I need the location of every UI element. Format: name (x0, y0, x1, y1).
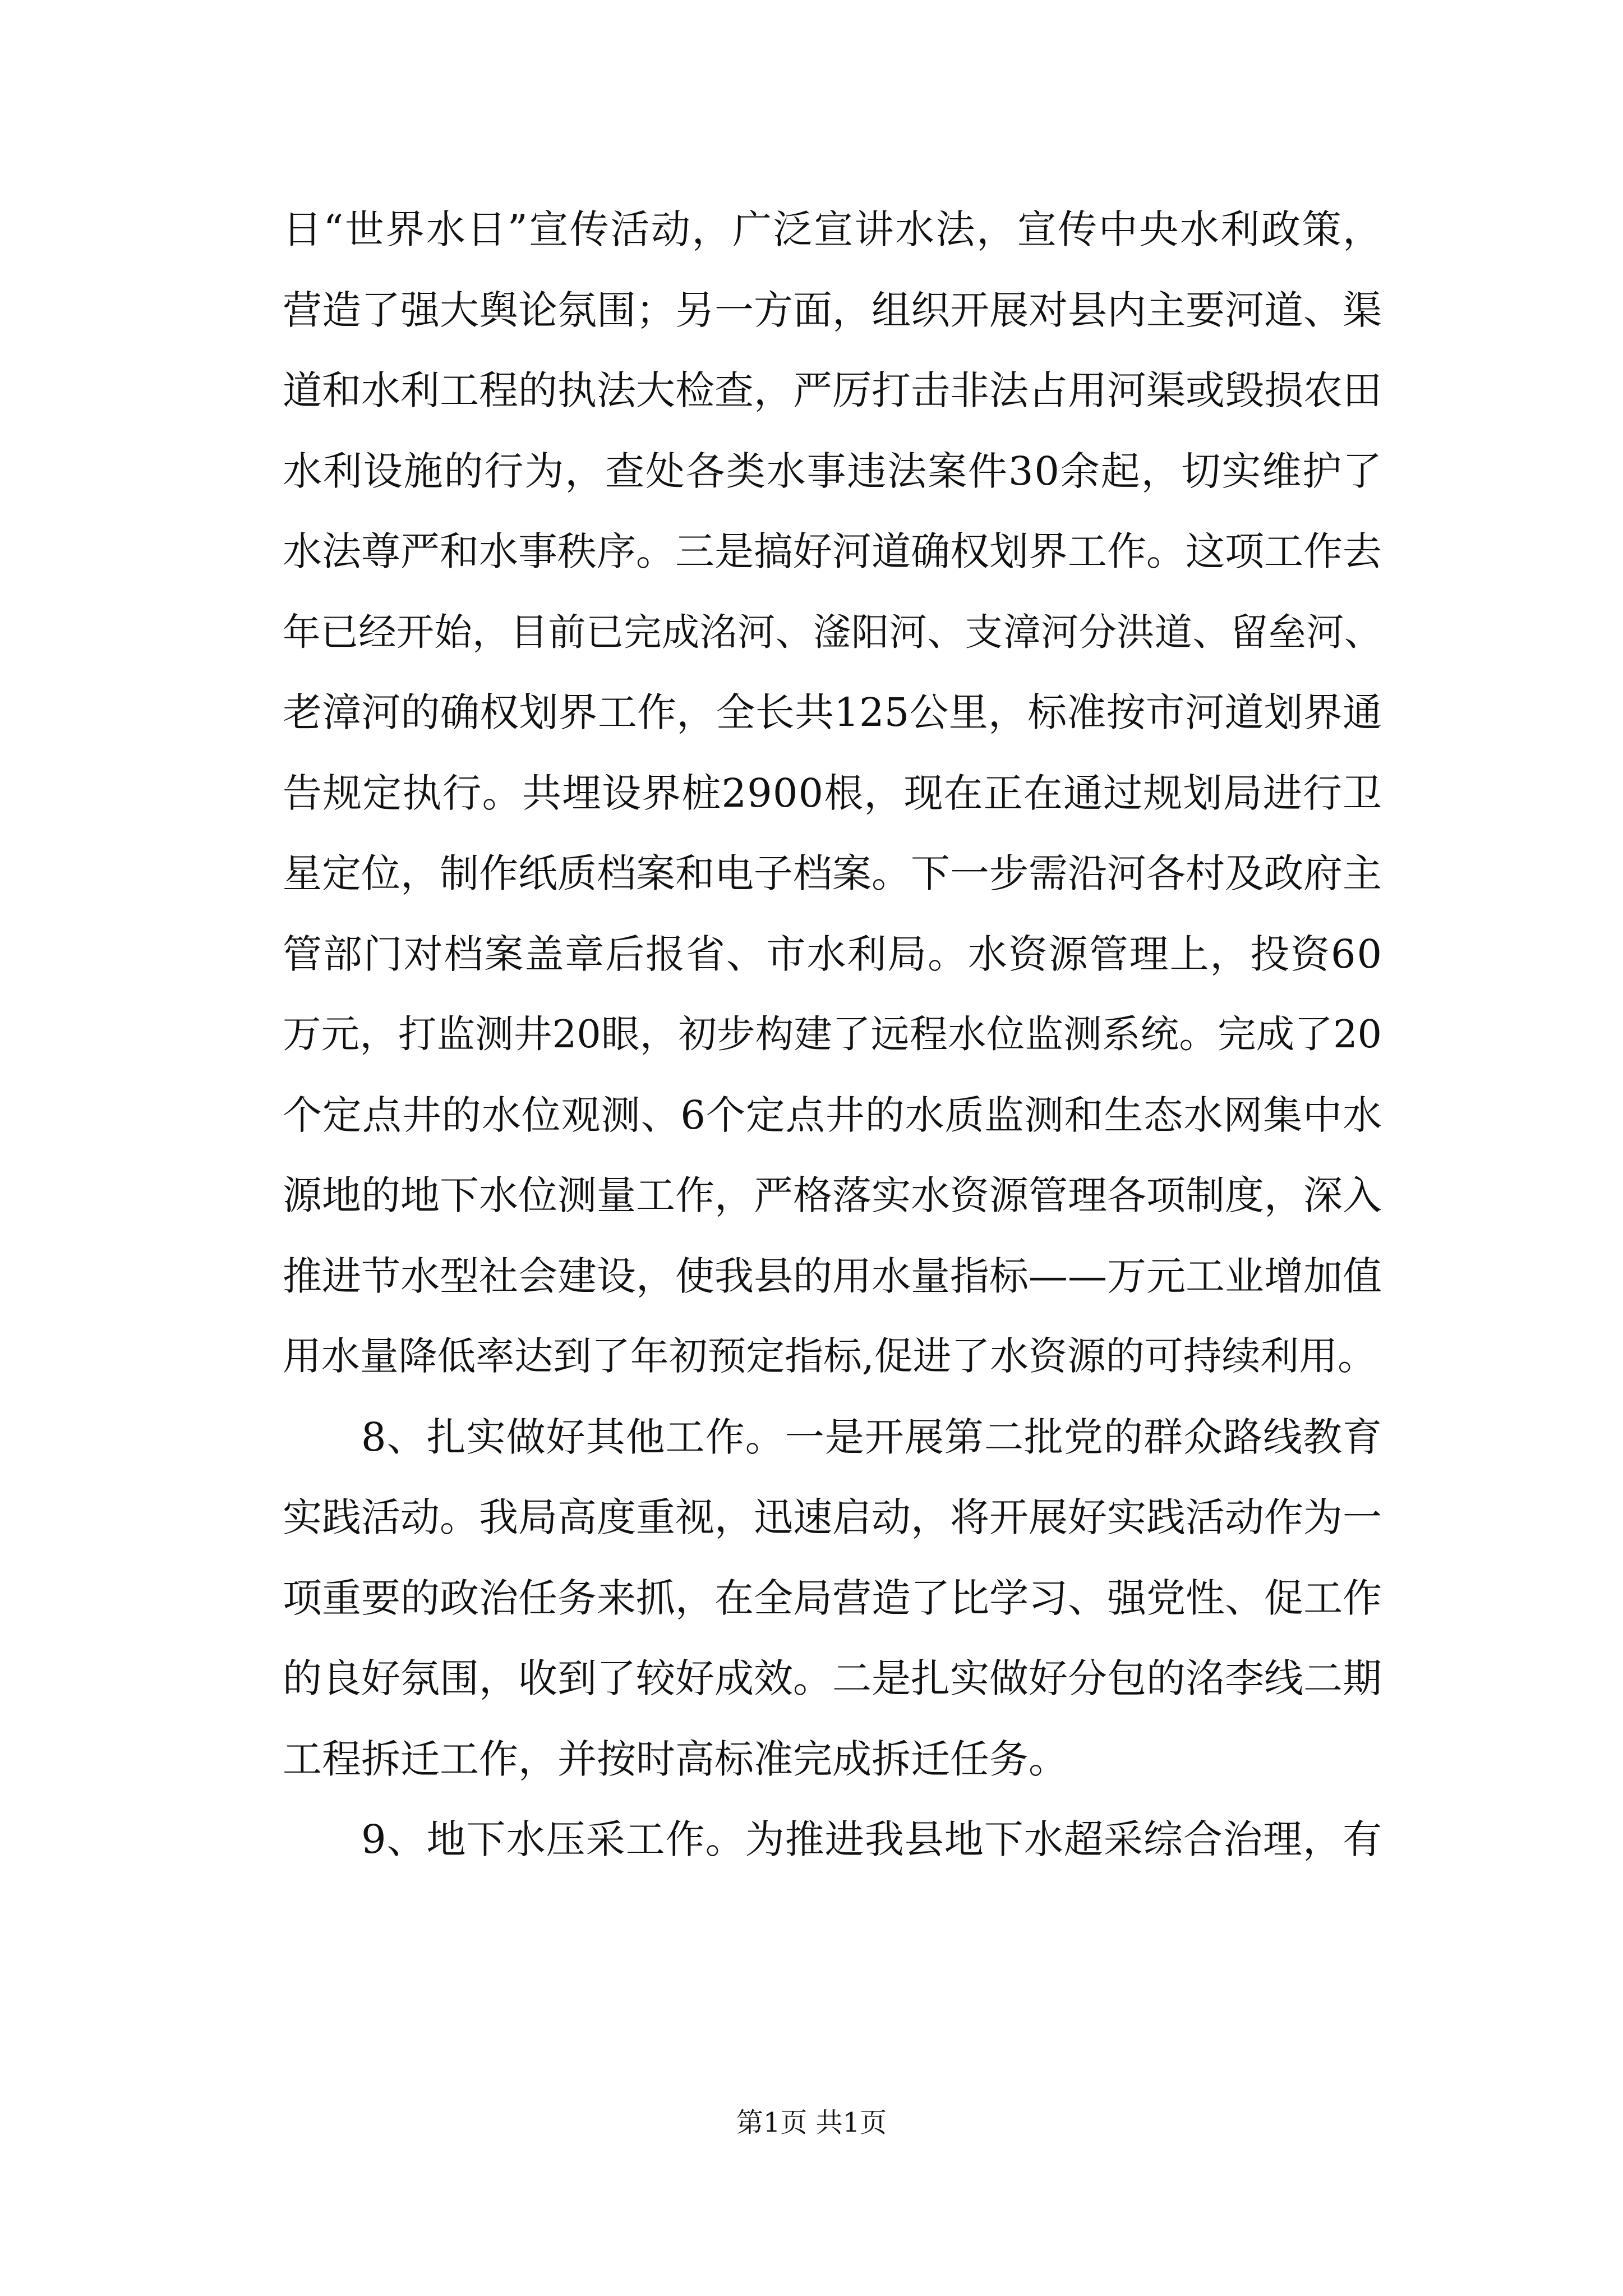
text-line: 项重要的政治任务来抓，在全局营造了比学习、强党性、促工作 (283, 1575, 1382, 1621)
text-line: 推进节水型社会建设，使我县的用水量指标——万元工业增加值 (283, 1253, 1382, 1299)
text-line: 水法尊严和水事秩序。三是搞好河道确权划界工作。这项工作去 (283, 528, 1382, 574)
text-line: 万元，打监测井20眼，初步构建了远程水位监测系统。完成了20 (283, 1013, 1382, 1057)
text-line: 实践活动。我局高度重视，迅速启动，将开展好实践活动作为一 (283, 1494, 1382, 1540)
text-line: 9、地下水压采工作。为推进我县地下水超采综合治理，有 (361, 1816, 1383, 1862)
text-line: 的良好氛围，收到了较好成效。二是扎实做好分包的洺李线二期 (283, 1655, 1382, 1701)
text-line: 道和水利工程的执法大检查，严厉打击非法占用河渠或毁损农田 (283, 367, 1382, 413)
paragraph-other-work (283, 1397, 1382, 1800)
text-line: 年已经开始，目前已完成洺河、滏阳河、支漳河分洪道、留垒河、 (283, 610, 1382, 654)
text-line: 源地的地下水位测量工作，严格落实水资源管理各项制度，深入 (283, 1172, 1382, 1218)
text-line: 水利设施的行为，查处各类水事违法案件30余起，切实维护了 (283, 448, 1383, 494)
paragraph-water-management (283, 190, 1382, 1397)
text-line: 管部门对档案盖章后报省、市水利局。水资源管理上，投资60 (283, 931, 1383, 977)
text-line: 星定位，制作纸质档案和电子档案。下一步需沿河各村及政府主 (283, 850, 1382, 896)
text-line: 告规定执行。共埋设界桩2900根，现在正在通过规划局进行卫 (283, 770, 1383, 816)
text-line: 工程拆迁工作，并按时高标准完成拆迁任务。 (283, 1736, 1068, 1782)
text-line: 营造了强大舆论氛围；另一方面，组织开展对县内主要河道、渠 (283, 287, 1382, 333)
page-footer: 第1页 共1页 (736, 2107, 887, 2138)
document-body (283, 190, 1382, 1880)
text-line: 日“世界水日”宣传活动，广泛宣讲水法，宣传中央水利政策， (283, 206, 1384, 252)
text-line: 个定点井的水位观测、6个定点井的水质监测和生态水网集中水 (283, 1092, 1382, 1138)
text-line: 用水量降低率达到了年初预定指标,促进了水资源的可持续利用。 (283, 1334, 1376, 1379)
text-line: 8、扎实做好其他工作。一是开展第二批党的群众路线教育 (361, 1414, 1383, 1460)
text-line: 老漳河的确权划界工作，全长共125公里，标准按市河道划界通 (283, 689, 1382, 735)
paragraph-groundwater (283, 1800, 1382, 1880)
